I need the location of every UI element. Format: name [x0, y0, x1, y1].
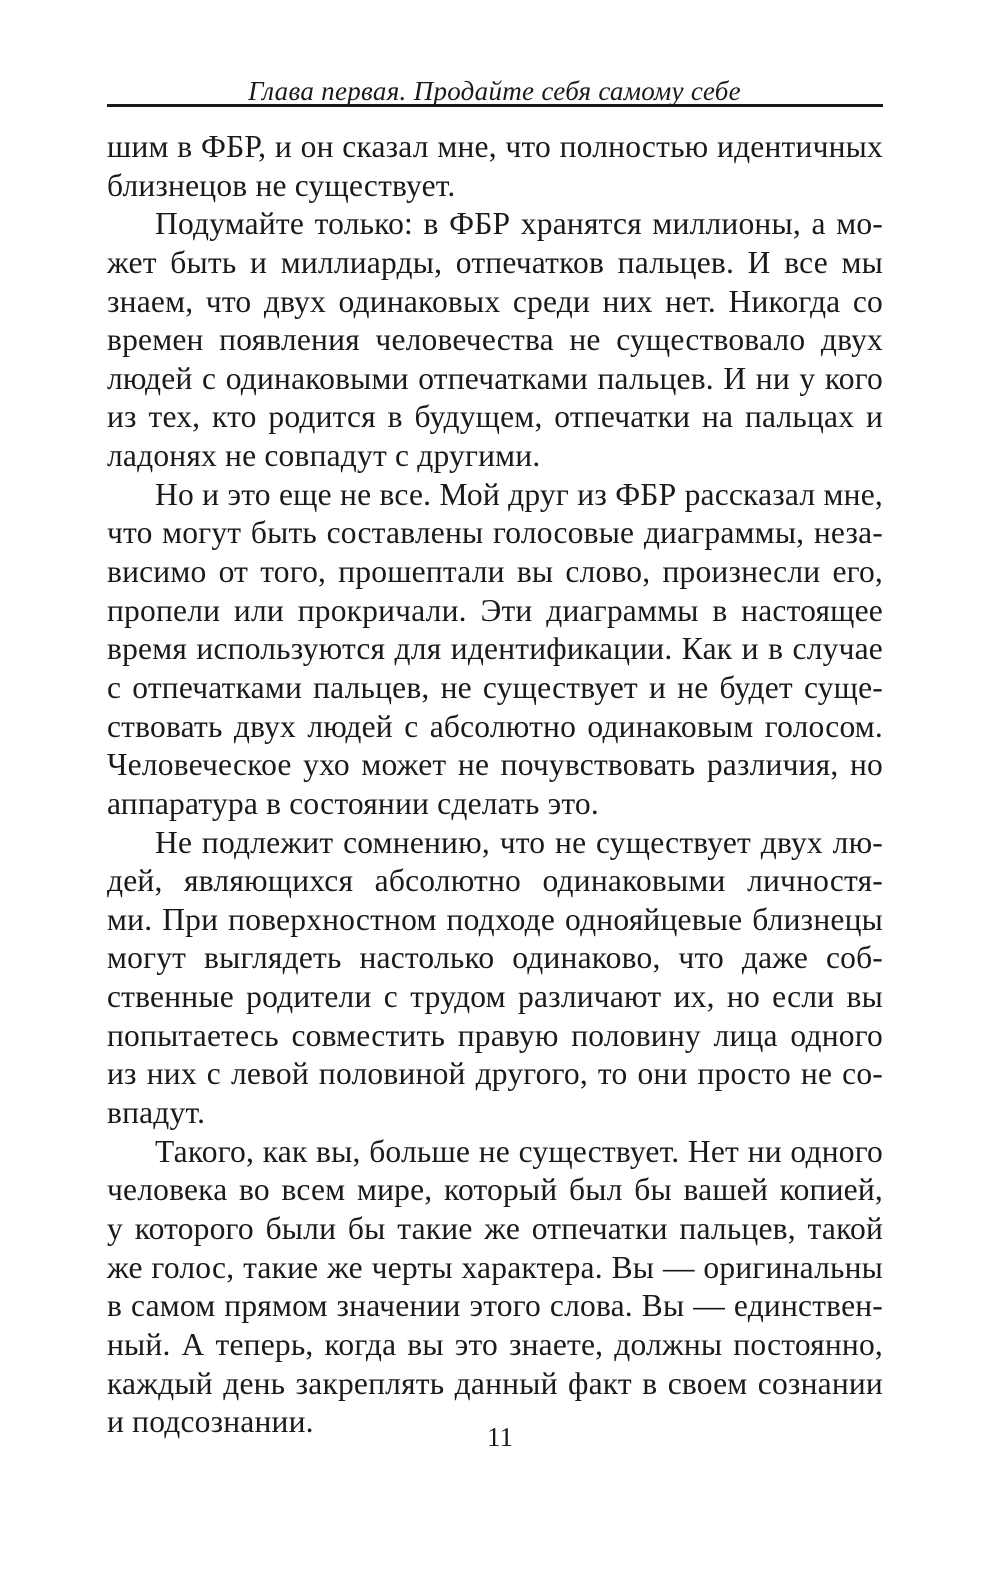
- text-line: попытаетесь совместить правую половину лица одного: [107, 1017, 883, 1053]
- text-line: Подумайте только: в ФБР хранятся миллионы, а мо-: [155, 206, 883, 242]
- paragraph: [107, 1133, 883, 1442]
- text-line: близнецов не существует.: [107, 167, 456, 203]
- text-line: и подсознании.: [107, 1404, 314, 1440]
- text-line: время используются для идентификации. Как и в случае: [107, 631, 883, 667]
- text-line: ственные родители с трудом различают их, но если вы: [107, 979, 883, 1015]
- text-line: Но и это еще не все. Мой друг из ФБР рассказал мне,: [155, 476, 883, 512]
- text-line: пропели или прокричали. Эти диаграммы в настоящее: [107, 592, 883, 628]
- text-line: жет быть и миллиарды, отпечатков пальцев. И все мы: [107, 244, 883, 280]
- text-line: у которого были бы такие же отпечатки пальцев, такой: [107, 1210, 883, 1246]
- text-line: ствовать двух людей с абсолютно одинаковым голосом.: [107, 708, 883, 744]
- paragraph: [107, 205, 883, 475]
- text-line: же голос, такие же черты характера. Вы — оригинальны: [107, 1249, 883, 1285]
- text-line: знаем, что двух одинаковых среди них нет. Никогда со: [107, 283, 883, 319]
- text-line: Не подлежит сомнению, что не существует двух лю-: [155, 824, 883, 860]
- text-line: человека во всем мире, который был бы вашей копией,: [107, 1172, 883, 1208]
- running-head: Глава первая. Продайте себя самому себе: [248, 76, 741, 106]
- text-line: висимо от того, прошептали вы слово, произнесли его,: [107, 554, 883, 590]
- text-line: аппаратура в состоянии сделать это.: [107, 785, 599, 821]
- paragraph: [107, 824, 883, 1133]
- text-line: ладонях не совпадут с другими.: [107, 438, 541, 474]
- page-number: 11: [487, 1422, 513, 1452]
- text-line: шим в ФБР, и он сказал мне, что полностью идентичных: [107, 129, 883, 164]
- text-line: каждый день закреплять данный факт в своем сознании: [107, 1365, 883, 1401]
- text-line: впадут.: [107, 1095, 206, 1131]
- text-line: ми. При поверхностном подходе однояйцевые близнецы: [107, 901, 883, 937]
- paragraph: [107, 128, 883, 205]
- text-line: дей, являющихся абсолютно одинаковыми личностя-: [107, 863, 883, 899]
- text-line: Такого, как вы, больше не существует. Нет ни одного: [155, 1133, 883, 1169]
- header-rule: [107, 104, 883, 107]
- paragraph: [107, 476, 883, 824]
- text-line: что могут быть составлены голосовые диаграммы, неза-: [107, 515, 883, 551]
- text-line: времен появления человечества не существовало двух: [107, 322, 883, 358]
- text-line: в самом прямом значении этого слова. Вы — единствен-: [107, 1288, 883, 1324]
- text-line: ный. А теперь, когда вы это знаете, должны постоянно,: [107, 1326, 883, 1362]
- text-line: с отпечатками пальцев, не существует и не будет суще-: [107, 669, 883, 705]
- text-line: из них с левой половиной другого, то они просто не со-: [107, 1056, 883, 1092]
- text-line: могут выглядеть настолько одинаково, что даже соб-: [107, 940, 883, 976]
- body-text: [107, 128, 883, 1442]
- text-line: Человеческое ухо может не почувствовать различия, но: [107, 747, 883, 783]
- text-line: людей с одинаковыми отпечатками пальцев. И ни у кого: [107, 360, 883, 396]
- text-line: из тех, кто родится в будущем, отпечатки на пальцах и: [107, 399, 883, 435]
